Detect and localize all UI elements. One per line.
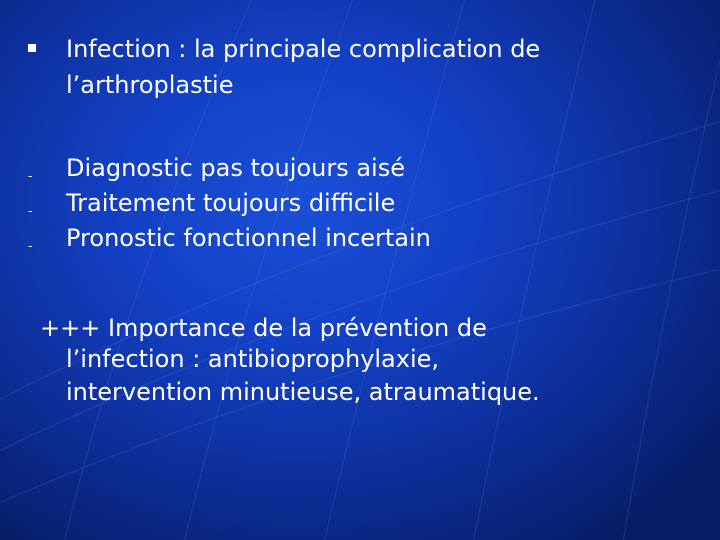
sub-item-1: Diagnostic pas toujours aisé (66, 154, 405, 182)
dash-marker-2: - (28, 204, 33, 218)
emphasis-line3: intervention minutieuse, atraumatique. (66, 378, 540, 406)
dash-marker-1: - (28, 169, 33, 183)
dash-marker-3: - (28, 239, 33, 253)
point1-line2: l’arthroplastie (66, 71, 234, 99)
point1-line1: Infection : la principale complication de (66, 35, 541, 63)
emphasis-line2: l’infection : antibioprophylaxie, (66, 345, 440, 373)
square-bullet-icon (28, 44, 36, 52)
emphasis-line1: +++ Importance de la prévention de (40, 314, 487, 342)
sub-item-3: Pronostic fonctionnel incertain (66, 224, 431, 252)
sub-item-2: Traitement toujours difficile (66, 189, 396, 217)
